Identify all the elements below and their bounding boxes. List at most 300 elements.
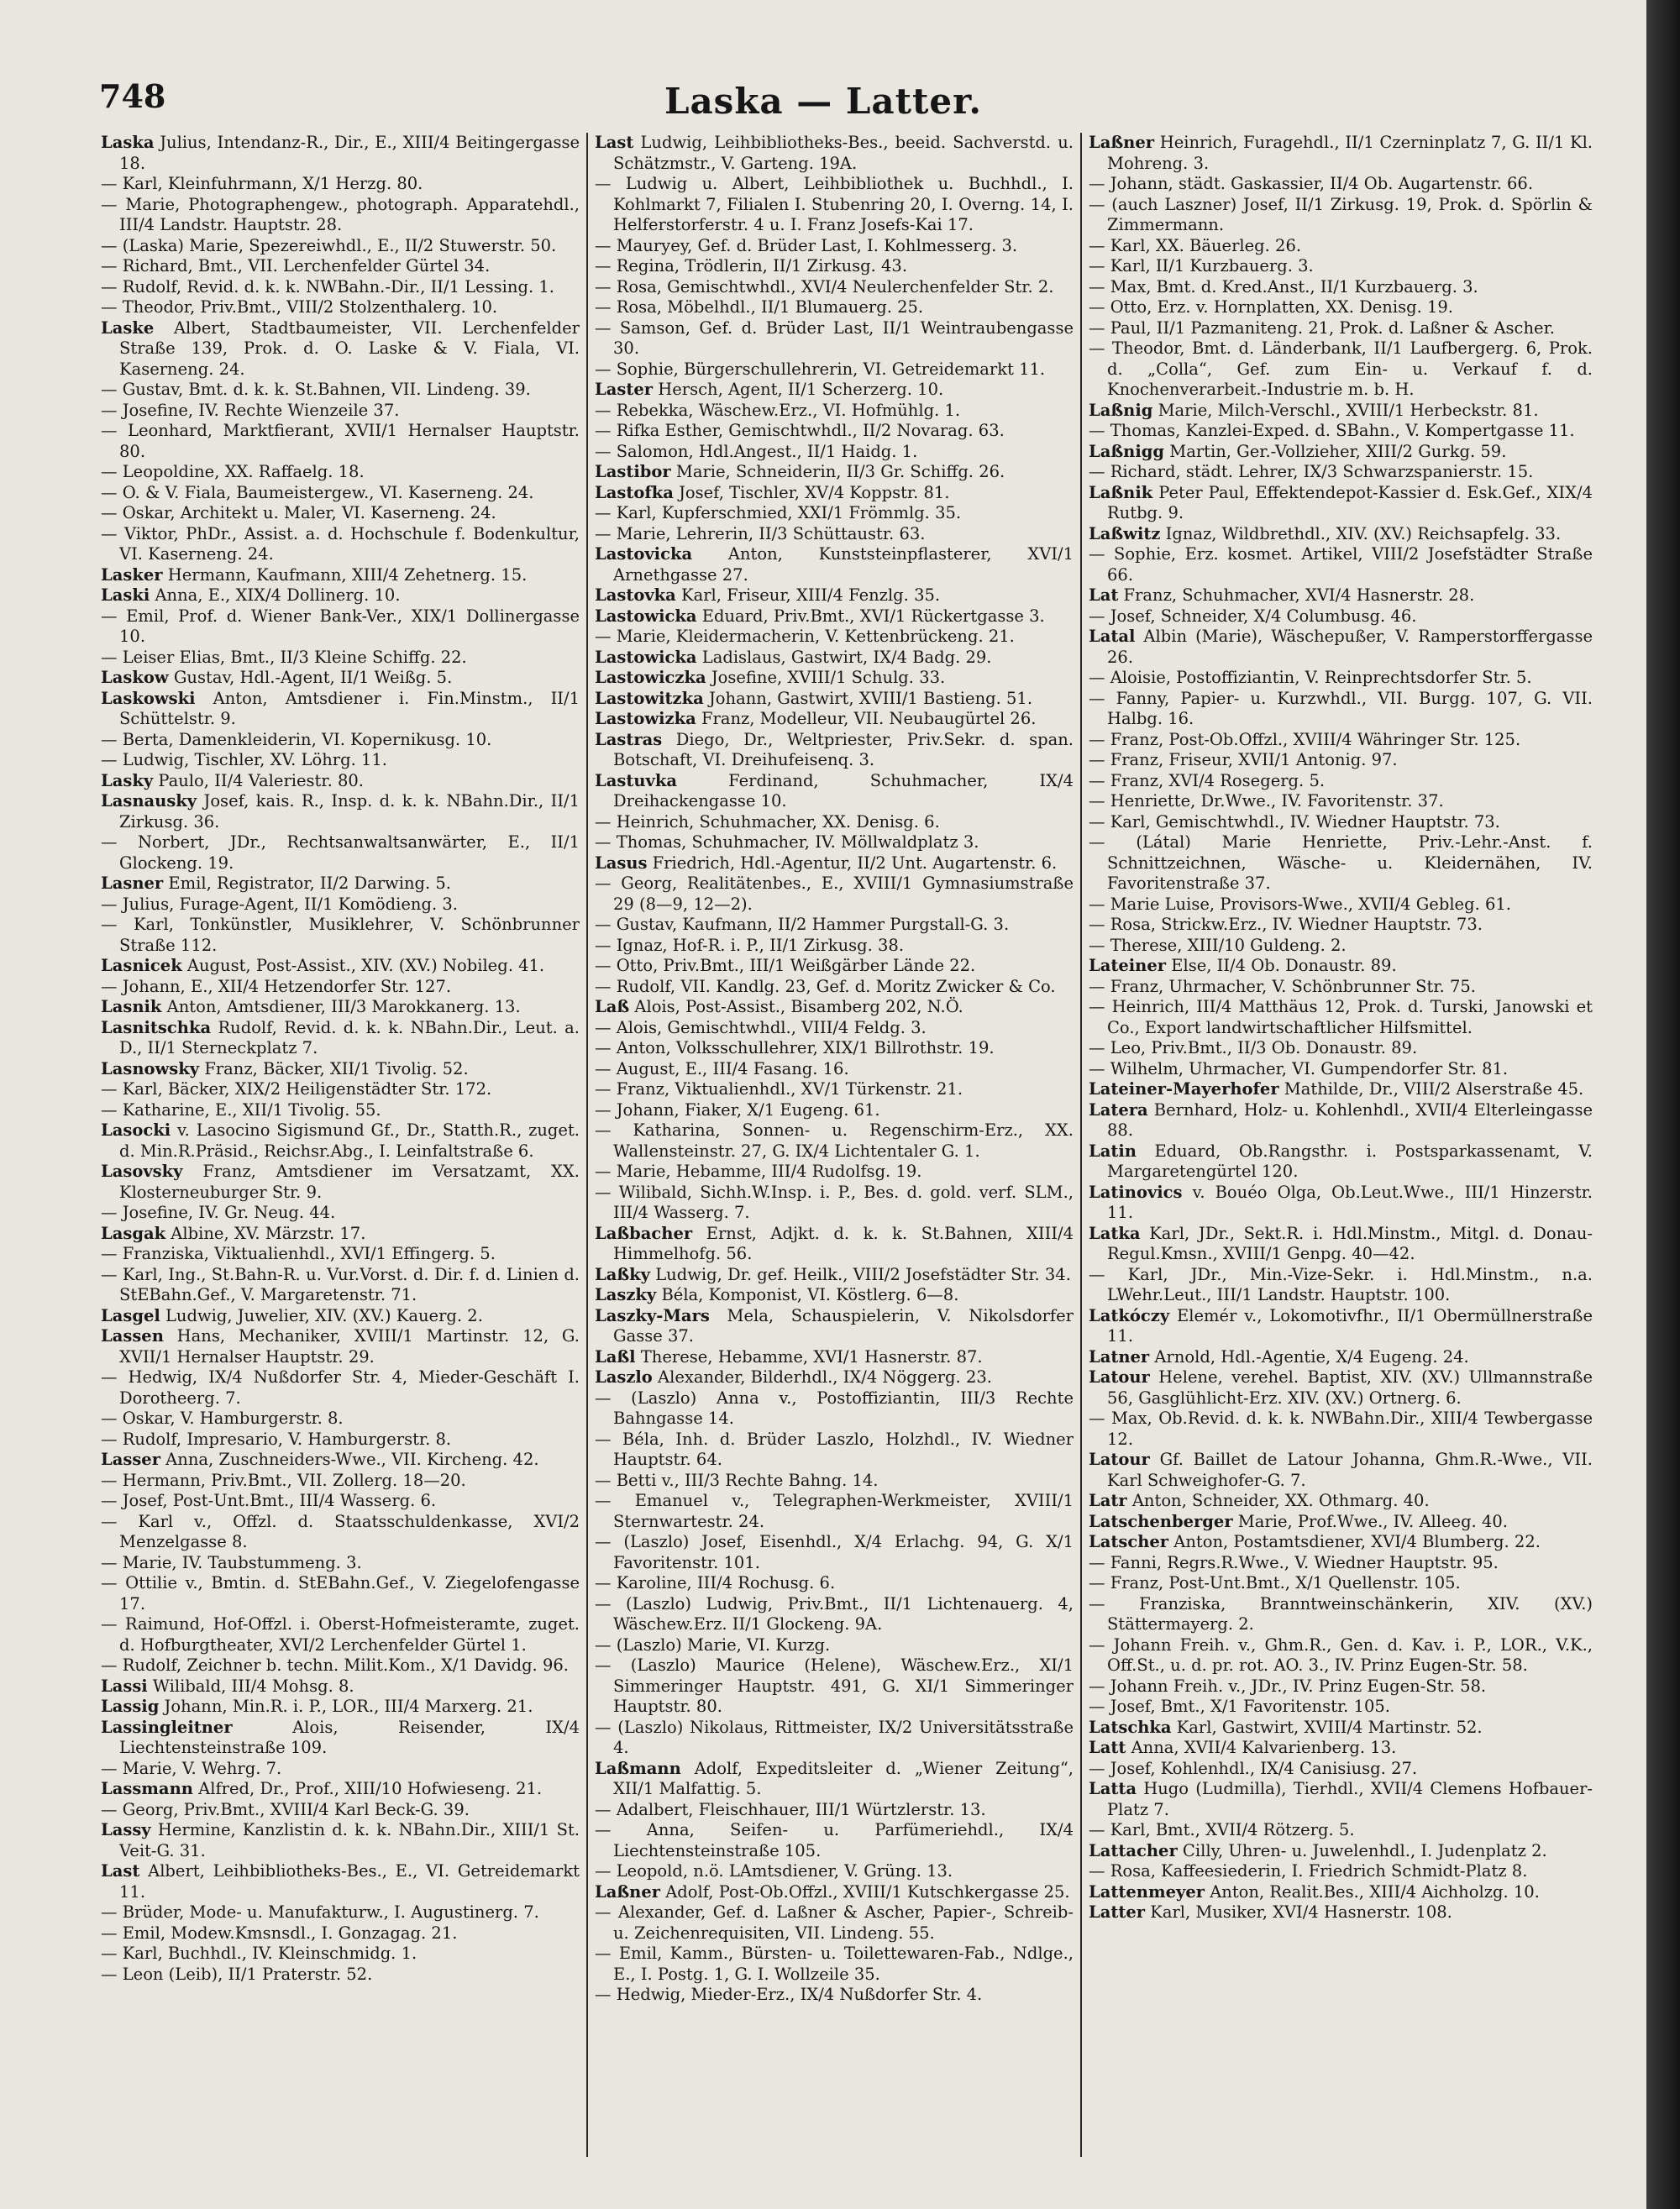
entry-details: — Hermann, Priv.Bmt., VII. Zollerg. 18—20. [101, 1470, 466, 1490]
entry-details: Peter Paul, Effektendepot-Kassier d. Esk.Gef., XIX/4 Rutbg. 9. [1107, 482, 1593, 522]
directory-entry [1089, 1409, 1593, 1450]
directory-entry [101, 1306, 580, 1327]
entry-surname: Lastowitzka [595, 688, 704, 708]
entry-details: — Rudolf, Revid. d. k. k. NWBahn.-Dir., II/1 Lessing. 1. [101, 276, 554, 296]
entry-details: Therese, Hebamme, XVI/1 Hasnerstr. 87. [635, 1346, 983, 1367]
entry-surname: Lastowizka [595, 709, 696, 728]
entry-details: Anna, XVII/4 Kalvarienberg. 13. [1126, 1738, 1397, 1757]
entry-details: — Marie Luise, Provisors-Wwe., XVII/4 Gebleg. 61. [1089, 894, 1511, 914]
entry-details: Béla, Komponist, VI. Köstlerg. 6—8. [656, 1285, 959, 1304]
entry-details: — Josefine, IV. Rechte Wienzeile 37. [101, 400, 400, 420]
entry-surname: Lasovsky [101, 1162, 183, 1181]
entry-details: — Betti v., III/3 Rechte Bahng. 14. [595, 1470, 879, 1490]
entry-surname: Lasus [595, 853, 648, 873]
directory-entry [101, 915, 580, 956]
entry-details: — (Látal) Marie Henriette, Priv.-Lehr.-Anst. f. Schnittzeichnen, Wäsche- u. Kleidernähen, IV. Favoritenstraße 37. [1089, 832, 1593, 893]
directory-entry [1089, 1882, 1593, 1903]
entry-surname: Lastowicka [595, 606, 697, 626]
entry-details: — Karl, Tonkünstler, Musiklehrer, V. Schönbrunner Straße 112. [101, 915, 580, 955]
directory-entry [595, 544, 1074, 585]
directory-entry [101, 750, 580, 771]
directory-entry [595, 401, 1074, 422]
entry-details: — Béla, Inh. d. Brüder Laszlo, Holzhdl., IV. Wiedner Hauptstr. 64. [595, 1429, 1074, 1469]
entry-details: — Marie, IV. Taubstummeng. 3. [101, 1552, 362, 1572]
directory-entry [1089, 1079, 1593, 1100]
directory-entry [595, 1985, 1074, 2006]
directory-entry [1089, 1553, 1593, 1574]
entry-surname: Lateiner [1089, 956, 1167, 975]
running-head: Laska — Latter. [664, 81, 983, 122]
directory-entry [595, 853, 1074, 874]
directory-entry [101, 1759, 580, 1780]
entry-details: — Adalbert, Fleischhauer, III/1 Würtzlerstr. 13. [595, 1799, 986, 1819]
entry-surname: Laßky [595, 1264, 651, 1284]
directory-entry [1089, 585, 1593, 606]
entry-details: — Johann, städt. Gaskassier, II/4 Ob. Augartenstr. 66. [1089, 174, 1534, 193]
entry-details: Ludwig, Leihbibliotheks-Bes., beeid. Sachverstd. u. Schätzmstr., V. Garteng. 19A. [613, 133, 1074, 173]
directory-entry [595, 1388, 1074, 1430]
entry-details: — Viktor, PhDr., Assist. a. d. Hochschule f. Bodenkultur, VI. Kaserneng. 24. [101, 523, 580, 564]
directory-entry [595, 1038, 1074, 1059]
entry-details: — Anna, Seifen- u. Parfümeriehdl., IX/4 Liechtensteinstraße 105. [595, 1820, 1074, 1860]
entry-details: Ladislaus, Gastwirt, IX/4 Badg. 29. [696, 647, 992, 667]
entry-details: — Anton, Volksschullehrer, XIX/1 Billrothstr. 19. [595, 1038, 995, 1057]
entry-details: — Thomas, Schuhmacher, IV. Möllwaldplatz 3. [595, 832, 979, 852]
entry-details: Albin (Marie), Wäschepußer, V. Ramperstorffergasse 26. [1107, 627, 1593, 667]
entry-details: Anna, E., XIX/4 Dollinerg. 10. [150, 585, 401, 605]
directory-entry [101, 421, 580, 462]
entry-details: Gf. Baillet de Latour Johanna, Ghm.R.-Wwe., VII. Karl Schweighofer-G. 7. [1107, 1450, 1593, 1490]
directory-entry [1089, 442, 1593, 463]
entry-surname: Lassig [101, 1697, 160, 1716]
directory-entry [1089, 895, 1593, 916]
entry-surname: Last [595, 133, 634, 152]
entry-details: — Katharina, Sonnen- u. Regenschirm-Erz., XX. Wallensteinstr. 27, G. IX/4 Lichtentaler G. 1. [595, 1120, 1074, 1161]
directory-entry [595, 1120, 1074, 1162]
directory-entry [101, 1162, 580, 1203]
directory-entry [595, 1573, 1074, 1594]
entry-surname: Lasnicek [101, 956, 182, 975]
entry-details: — Franz, Viktualienhdl., XV/1 Türkenstr. 21. [595, 1079, 963, 1099]
entry-details: — Sophie, Bürgerschullehrerin, VI. Getreidemarkt 11. [595, 359, 1046, 379]
entry-details: — Richard, städt. Lehrer, IX/3 Schwarzspanierstr. 15. [1089, 462, 1534, 481]
entry-details: Marie, Prof.Wwe., IV. Alleeg. 40. [1232, 1511, 1508, 1531]
entry-details: — Ludwig u. Albert, Leihbibliothek u. Buchhdl., I. Kohlmarkt 7, Filialen I. Stubenring 20, I. Overng. 14, I. Helferstorferstr. 4 u. I. Franz Josefs-Kai 17. [595, 174, 1074, 234]
directory-entry [1089, 1347, 1593, 1368]
entry-surname: Latour [1089, 1450, 1150, 1469]
entry-surname: Laska [101, 133, 155, 152]
entry-details: — Aloisie, Postoffiziantin, V. Reinprechtsdorfer Str. 5. [1089, 668, 1532, 687]
entry-surname: Lassen [101, 1326, 164, 1346]
directory-entry [101, 256, 580, 277]
entry-details: — Franz, Friseur, XVII/1 Antonig. 97. [1089, 750, 1398, 769]
entry-surname: Laszky-Mars [595, 1305, 710, 1325]
entry-surname: Latal [1089, 627, 1136, 646]
entry-details: — Sophie, Erz. kosmet. Artikel, VIII/2 Josefstädter Straße 66. [1089, 544, 1593, 585]
entry-details: Josefine, XVIII/1 Schulg. 33. [706, 668, 946, 687]
directory-entry [101, 1450, 580, 1471]
directory-entry [101, 1409, 580, 1430]
entry-details: Anton, Amtsdiener, III/3 Marokkanerg. 13. [161, 997, 521, 1016]
entry-surname: Laß [595, 997, 630, 1016]
directory-entry [595, 689, 1074, 710]
directory-entry [1089, 1573, 1593, 1594]
entry-details: Alois, Post-Assist., Bisamberg 202, N.Ö. [629, 997, 963, 1016]
entry-details: — Ottilie v., Bmtin. d. StEBahn.Gef., V. Ziegelofengasse 17. [101, 1573, 580, 1613]
directory-entry [1089, 627, 1593, 668]
entry-details: Diego, Dr., Weltpriester, Priv.Sekr. d. span. Botschaft, VI. Dreihufeisenq. 3. [613, 729, 1074, 769]
directory-entry [1089, 338, 1593, 401]
entry-details: — Georg, Realitätenbes., E., XVIII/1 Gymnasiumstraße 29 (8—9, 12—2). [595, 874, 1074, 914]
entry-details: — Gustav, Bmt. d. k. k. St.Bahnen, VII. Lindeng. 39. [101, 380, 531, 399]
entry-details: — Leiser Elias, Bmt., II/3 Kleine Schiffg. 22. [101, 647, 467, 667]
entry-details: Ludwig, Juwelier, XIV. (XV.) Kauerg. 2. [160, 1305, 483, 1325]
entry-surname: Lasnowsky [101, 1058, 200, 1078]
entry-details: — Richard, Bmt., VII. Lerchenfelder Gürtel 34. [101, 256, 491, 275]
entry-surname: Lattacher [1089, 1840, 1178, 1860]
entry-details: Helene, verehel. Baptist, XIV. (XV.) Ullmannstraße 56, Gasglühlicht-Erz. XIV. (XV.) Ortnerg. 6. [1107, 1367, 1593, 1408]
entry-details: — O. & V. Fiala, Baumeistergew., VI. Kaserneng. 24. [101, 482, 534, 502]
entry-details: — Johann Freih. v., JDr., IV. Prinz Eugen-Str. 58. [1089, 1676, 1487, 1696]
entry-details: — Thomas, Kanzlei-Exped. d. SBahn., V. Kompertgasse 11. [1089, 421, 1575, 440]
directory-entry [595, 359, 1074, 380]
entry-details: Anton, Amtsdiener i. Fin.Minstm., II/1 Schüttelstr. 9. [119, 688, 580, 728]
entry-details: Rudolf, Revid. d. k. k. NBahn.Dir., Leut. a. D., II/1 Sterneckplatz 7. [119, 1017, 580, 1057]
directory-entry [1089, 236, 1593, 257]
entry-details: — Karl, XX. Bäuerleg. 26. [1089, 235, 1302, 255]
entry-details: Adolf, Post-Ob.Offzl., XVIII/1 Kutschkergasse 25. [660, 1881, 1070, 1902]
entry-details: — Katharine, E., XII/1 Tivolig. 55. [101, 1099, 381, 1120]
entry-details: — Theodor, Bmt. d. Länderbank, II/1 Laufbergerg. 6, Prok. d. „Colla“, Gef. zum Ein- u. Verkauf f. d. Knochenverarbeit.-Industrie m. b. H. [1089, 338, 1593, 399]
directory-entry [1089, 606, 1593, 627]
directory-entry [101, 1655, 580, 1676]
directory-entry [101, 1676, 580, 1697]
entry-details: Josef, Tischler, XV/4 Koppstr. 81. [673, 482, 950, 502]
entry-details: Anton, Schneider, XX. Othmarg. 40. [1126, 1491, 1430, 1510]
entry-details: Bernhard, Holz- u. Kohlenhdl., XVII/4 Elterleingasse 88. [1107, 1099, 1593, 1140]
directory-entry [1089, 421, 1593, 442]
page-number: 748 [99, 77, 166, 115]
entry-surname: Latscher [1089, 1532, 1169, 1551]
directory-entry [101, 1491, 580, 1512]
directory-entry [1089, 832, 1593, 895]
directory-entry [1089, 1594, 1593, 1635]
directory-entry [101, 1120, 580, 1162]
directory-entry [1089, 1902, 1593, 1923]
entry-details: — Karl, Kupferschmied, XXI/1 Frömmlg. 35. [595, 503, 962, 522]
entry-details: — Mauryey, Gef. d. Brüder Last, I. Kohlmesserg. 3. [595, 235, 1018, 255]
entry-details: — (Laszlo) Ludwig, Priv.Bmt., II/1 Lichtenauerg. 4, Wäschew.Erz. II/1 Glockeng. 9A. [595, 1593, 1074, 1634]
entry-details: Anton, Realit.Bes., XIII/4 Aichholzg. 10. [1205, 1881, 1540, 1902]
entry-details: — (Laszlo) Nikolaus, Rittmeister, IX/2 Universitätsstraße 4. [595, 1717, 1074, 1757]
entry-surname: Laster [595, 380, 654, 399]
column-divider [586, 133, 588, 2157]
entry-details: Elemér v., Lokomotivfhr., II/1 Obermüllnerstraße 11. [1107, 1305, 1593, 1346]
entry-details: — August, E., III/4 Fasang. 16. [595, 1058, 849, 1078]
entry-details: — Ludwig, Tischler, XV. Löhrg. 11. [101, 750, 387, 769]
entry-surname: Lastuvka [595, 770, 677, 790]
entry-details: — Karl, Bmt., XVII/4 Rötzerg. 5. [1089, 1820, 1355, 1839]
entry-details: Martin, Ger.-Vollzieher, XIII/2 Gurkg. 59. [1164, 441, 1507, 461]
entry-details: Hans, Mechaniker, XVIII/1 Martinstr. 12, G. XVII/1 Hernalser Hauptstr. 29. [119, 1326, 580, 1367]
entry-details: — Max, Ob.Revid. d. k. k. NWBahn.Dir., XIII/4 Tewbergasse 12. [1089, 1409, 1593, 1449]
directory-entry [595, 585, 1074, 606]
entry-details: — Josef, Kohlenhdl., IX/4 Canisiusg. 27. [1089, 1758, 1418, 1778]
entry-surname: Laßbacher [595, 1223, 693, 1243]
directory-entry [101, 318, 580, 380]
entry-surname: Laßwitz [1089, 523, 1161, 543]
directory-entry [1089, 915, 1593, 936]
directory-entry [1089, 689, 1593, 730]
directory-entry [595, 421, 1074, 442]
entry-surname: Lastovicka [595, 544, 693, 564]
directory-entry [595, 1532, 1074, 1573]
entry-details: Friedrich, Hdl.-Agentur, II/2 Unt. Augartenstr. 6. [647, 853, 1058, 873]
entry-details: Marie, Milch-Verschl., XVIII/1 Herbeckstr. 81. [1152, 400, 1539, 420]
entry-details: — Fanny, Papier- u. Kurzwhdl., VII. Burgg. 107, G. VII. Halbg. 16. [1089, 688, 1593, 728]
entry-details: Karl, JDr., Sekt.R. i. Hdl.Minstm., Mitgl. d. Donau-Regul.Kmsn., XVIII/1 Genpg. 40—42. [1107, 1223, 1593, 1263]
entry-surname: Lastofka [595, 482, 674, 502]
directory-entry [595, 956, 1074, 977]
directory-entry [1089, 791, 1593, 812]
entry-details: — Rosa, Gemischtwhdl., XVI/4 Neulerchenfelder Str. 2. [595, 276, 1054, 296]
entry-details: Hugo (Ludmilla), Tierhdl., XVII/4 Clemens Hofbauer-Platz 7. [1107, 1779, 1593, 1819]
entry-surname: Latter [1089, 1902, 1146, 1922]
entry-surname: Latta [1089, 1779, 1137, 1798]
directory-entry [1089, 462, 1593, 483]
directory-entry [595, 1430, 1074, 1471]
entry-details: Else, II/4 Ob. Donaustr. 89. [1166, 956, 1397, 975]
directory-entry [595, 812, 1074, 833]
entry-details: — Regina, Trödlerin, II/1 Zirkusg. 43. [595, 256, 908, 275]
entry-details: Karl, Friseur, XIII/4 Fenzlg. 35. [675, 585, 941, 605]
entry-details: — (Laszlo) Maurice (Helene), Wäschew.Erz., XI/1 Simmeringer Hauptstr. 491, G. XI/1 Simmeringer Hauptstr. 80. [595, 1655, 1074, 1716]
entry-details: — Karl, Gemischtwhdl., IV. Wiedner Hauptstr. 73. [1089, 811, 1500, 832]
directory-entry [595, 915, 1074, 936]
directory-entry [595, 936, 1074, 957]
entry-surname: Lasker [101, 564, 163, 585]
directory-entry [595, 236, 1074, 257]
directory-entry [101, 1553, 580, 1574]
entry-details: — Marie, Lehrerin, II/3 Schüttaustr. 63. [595, 523, 926, 543]
entry-details: Mathilde, Dr., VIII/2 Alserstraße 45. [1278, 1079, 1584, 1099]
entry-details: — Karoline, III/4 Rochusg. 6. [595, 1573, 836, 1592]
directory-entry [595, 1162, 1074, 1183]
entry-details: Anton, Kunststeinpflasterer, XVI/1 Arnethgasse 27. [613, 544, 1074, 585]
directory-entry [101, 1059, 580, 1080]
entry-details: — Brüder, Mode- u. Manufakturw., I. Augustinerg. 7. [101, 1902, 539, 1922]
directory-entry [595, 1491, 1074, 1532]
entry-surname: Laßner [595, 1881, 661, 1902]
entry-details: — Franziska, Branntweinschänkerin, XIV. (XV.) Stättermayerg. 2. [1089, 1593, 1593, 1634]
entry-surname: Last [101, 1861, 140, 1881]
entry-details: Marie, Schneiderin, II/3 Gr. Schiffg. 26. [670, 462, 1005, 481]
entry-details: — Johann, E., XII/4 Hetzendorfer Str. 127. [101, 976, 452, 996]
entry-details: — Marie, V. Wehrg. 7. [101, 1758, 282, 1778]
directory-entry [101, 1861, 580, 1902]
entry-details: — Karl, Kleinfuhrmann, X/1 Herzg. 80. [101, 174, 423, 193]
directory-entry [595, 1882, 1074, 1903]
directory-entry [101, 997, 580, 1018]
entry-details: — (Laszlo) Anna v., Postoffiziantin, III/3 Rechte Bahngasse 14. [595, 1388, 1074, 1428]
directory-entry [595, 1718, 1074, 1759]
directory-entry [101, 236, 580, 257]
directory-entry [101, 1471, 580, 1492]
directory-entry [101, 1697, 580, 1718]
entry-details: — Henriette, Dr.Wwe., IV. Favoritenstr. 37. [1089, 791, 1444, 811]
directory-entry [1089, 195, 1593, 236]
directory-entry [1089, 1038, 1593, 1059]
directory-entry [1089, 1861, 1593, 1882]
entry-details: — Josefine, IV. Gr. Neug. 44. [101, 1203, 336, 1222]
entry-details: — Leo, Priv.Bmt., II/3 Ob. Donaustr. 89. [1089, 1038, 1418, 1057]
directory-entry [1089, 668, 1593, 689]
directory-entry [101, 133, 580, 174]
directory-entry [595, 1285, 1074, 1306]
directory-entry [101, 1573, 580, 1614]
entry-details: — Marie, Photographengew., photograph. Apparatehdl., III/4 Landstr. Hauptstr. 28. [101, 194, 580, 234]
entry-surname: Lastibor [595, 462, 671, 481]
entry-surname: Latin [1089, 1141, 1137, 1161]
directory-entry [595, 1759, 1074, 1800]
directory-entry [1089, 1779, 1593, 1820]
directory-entry [1089, 1841, 1593, 1862]
entry-details: — Fanni, Regrs.R.Wwe., V. Wiedner Hauptstr. 95. [1089, 1552, 1499, 1572]
directory-entry [1089, 956, 1593, 977]
entry-surname: Lasser [101, 1450, 160, 1469]
directory-entry [595, 1902, 1074, 1944]
directory-entry [101, 668, 580, 689]
entry-details: — Leopold, n.ö. LAmtsdiener, V. Grüng. 13. [595, 1861, 953, 1881]
entry-details: — Emanuel v., Telegraphen-Werkmeister, XVIII/1 Sternwartestr. 24. [595, 1491, 1074, 1531]
directory-entry [101, 277, 580, 298]
directory-entry [101, 1244, 580, 1265]
directory-entry [101, 791, 580, 832]
entry-surname: Lasky [101, 770, 154, 790]
directory-entry [1089, 133, 1593, 174]
directory-entry [595, 668, 1074, 689]
entry-details: — (auch Laszner) Josef, II/1 Zirkusg. 19, Prok. d. Spörlin & Zimmermann. [1089, 194, 1593, 234]
directory-entry [595, 627, 1074, 648]
entry-details: — Raimund, Hof-Offzl. i. Oberst-Hofmeisteramte, zuget. d. Hofburgtheater, XVI/2 Lerchenfelder Gürtel 1. [101, 1614, 580, 1655]
directory-entry [101, 1965, 580, 1986]
directory-entry [1089, 730, 1593, 751]
directory-entry [1089, 1306, 1593, 1347]
directory-entry [595, 730, 1074, 771]
entry-details: — Karl v., Offzl. d. Staatsschuldenkasse, XVI/2 Menzelgasse 8. [101, 1511, 580, 1551]
directory-entry [101, 730, 580, 751]
directory-entry [595, 174, 1074, 236]
entry-surname: Lasgak [101, 1223, 166, 1243]
entry-details: — Karl, Bäcker, XIX/2 Heiligenstädter Str. 172. [101, 1079, 492, 1099]
entry-surname: Laskowski [101, 688, 196, 708]
entry-details: — Franziska, Viktualienhdl., XVI/1 Effingerg. 5. [101, 1244, 496, 1263]
entry-details: — Otto, Erz. v. Hornplatten, XX. Denisg. 19. [1089, 297, 1453, 317]
directory-entry [101, 380, 580, 401]
directory-entry [101, 585, 580, 606]
directory-entry [101, 1265, 580, 1306]
entry-surname: Laski [101, 585, 150, 605]
entry-details: Albine, XV. Märzstr. 17. [165, 1223, 366, 1243]
entry-details: Anna, Zuschneiders-Wwe., VII. Kircheng. 42. [160, 1450, 539, 1469]
directory-entry [595, 1059, 1074, 1080]
directory-entry [595, 997, 1074, 1018]
entry-details: — Franz, Uhrmacher, V. Schönbrunner Str. 75. [1089, 976, 1476, 996]
directory-entry [1089, 1697, 1593, 1718]
entry-details: — Heinrich, III/4 Matthäus 12, Prok. d. Turski, Janowski et Co., Export landwirtschaftlicher Hilfsmittel. [1089, 997, 1593, 1037]
directory-entry [1089, 1141, 1593, 1183]
directory-entry [101, 1944, 580, 1965]
entry-details: v. Lasocino Sigismund Gf., Dr., Statth.R., zuget. d. Min.R.Präsid., Reichsr.Abg., I. Leinfaltstraße 6. [119, 1120, 580, 1161]
entry-details: — Franz, Post-Unt.Bmt., X/1 Quellenstr. 105. [1089, 1573, 1461, 1592]
column-divider [1080, 133, 1082, 2157]
directory-entry [101, 648, 580, 669]
entry-details: — Rebekka, Wäschew.Erz., VI. Hofmühlg. 1. [595, 400, 961, 420]
entry-details: — Gustav, Kaufmann, II/2 Hammer Purgstall-G. 3. [595, 915, 1010, 934]
directory-entry [101, 1367, 580, 1409]
directory-entry [101, 606, 580, 648]
directory-entry [595, 256, 1074, 277]
directory-entry [101, 771, 580, 792]
directory-entry [101, 832, 580, 874]
entry-surname: Lastovka [595, 585, 676, 605]
entry-surname: Lasgel [101, 1305, 160, 1325]
directory-entry [101, 1203, 580, 1224]
entry-details: — Oskar, Architekt u. Maler, VI. Kaserneng. 24. [101, 503, 496, 522]
directory-entry [1089, 1718, 1593, 1739]
entry-surname: Lassy [101, 1820, 151, 1839]
entry-details: Hermann, Kaufmann, XIII/4 Zehetnerg. 15. [162, 564, 528, 585]
directory-entry [1089, 1183, 1593, 1224]
entry-details: Franz, Amtsdiener im Versatzamt, XX. Klosterneuburger Str. 9. [119, 1162, 580, 1202]
directory-entry [101, 524, 580, 565]
directory-entry [595, 277, 1074, 298]
entry-details: — Karl, Ing., St.Bahn-R. u. Vur.Vorst. d. Dir. f. d. Linien d. StEBahn.Gef., V. Margaretenstr. 71. [101, 1264, 580, 1304]
entry-surname: Latour [1089, 1367, 1150, 1387]
entry-details: Albert, Leihbibliotheks-Bes., E., VI. Getreidemarkt 11. [119, 1861, 580, 1902]
entry-details: Wilibald, III/4 Mohsg. 8. [147, 1676, 354, 1696]
directory-entry [1089, 1820, 1593, 1841]
directory-entry [595, 1655, 1074, 1718]
directory-entry [595, 1471, 1074, 1492]
entry-details: Franz, Schuhmacher, XVI/4 Hasnerstr. 28. [1118, 585, 1475, 605]
entry-details: — Julius, Furage-Agent, II/1 Komödieng. 3. [101, 894, 458, 914]
directory-entry [595, 1347, 1074, 1368]
entry-surname: Latt [1089, 1738, 1126, 1757]
directory-entry [101, 689, 580, 730]
entry-details: — Marie, Kleidermacherin, V. Kettenbrückeng. 21. [595, 627, 1015, 646]
entry-details: — Rosa, Möbelhdl., II/1 Blumauerg. 25. [595, 297, 924, 317]
directory-entry [101, 1512, 580, 1553]
directory-entry [1089, 1635, 1593, 1676]
entry-details: Karl, Gastwirt, XVIII/4 Martinstr. 52. [1171, 1717, 1483, 1737]
entry-details: Eduard, Priv.Bmt., XVI/1 Rückertgasse 3. [696, 606, 1045, 626]
directory-entry [101, 1224, 580, 1245]
entry-details: — Karl, JDr., Min.-Vize-Sekr. i. Hdl.Minstm., n.a. LWehr.Leut., III/1 Landstr. Hauptstr. 100. [1089, 1264, 1593, 1304]
entry-surname: Lastowiczka [595, 668, 706, 687]
entry-details: Alois, Reisender, IX/4 Liechtensteinstraße 109. [119, 1717, 580, 1757]
directory-entry [101, 401, 580, 422]
entry-details: — Karl, II/1 Kurzbauerg. 3. [1089, 256, 1314, 275]
directory-entry [101, 1800, 580, 1821]
entry-details: — Emil, Modew.Kmsnsdl., I. Gonzagag. 21. [101, 1923, 458, 1943]
entry-details: — Salomon, Hdl.Angest., II/1 Haidg. 1. [595, 441, 918, 461]
directory-entry [595, 483, 1074, 504]
entry-details: — (Laszlo) Marie, VI. Kurzg. [595, 1634, 831, 1655]
entry-details: — (Laszlo) Josef, Eisenhdl., X/4 Erlachg. 94, G. X/1 Favoritenstr. 101. [595, 1532, 1074, 1572]
column-3 [1089, 133, 1593, 2165]
entry-details: Arnold, Hdl.-Agentie, X/4 Eugeng. 24. [1149, 1346, 1469, 1367]
